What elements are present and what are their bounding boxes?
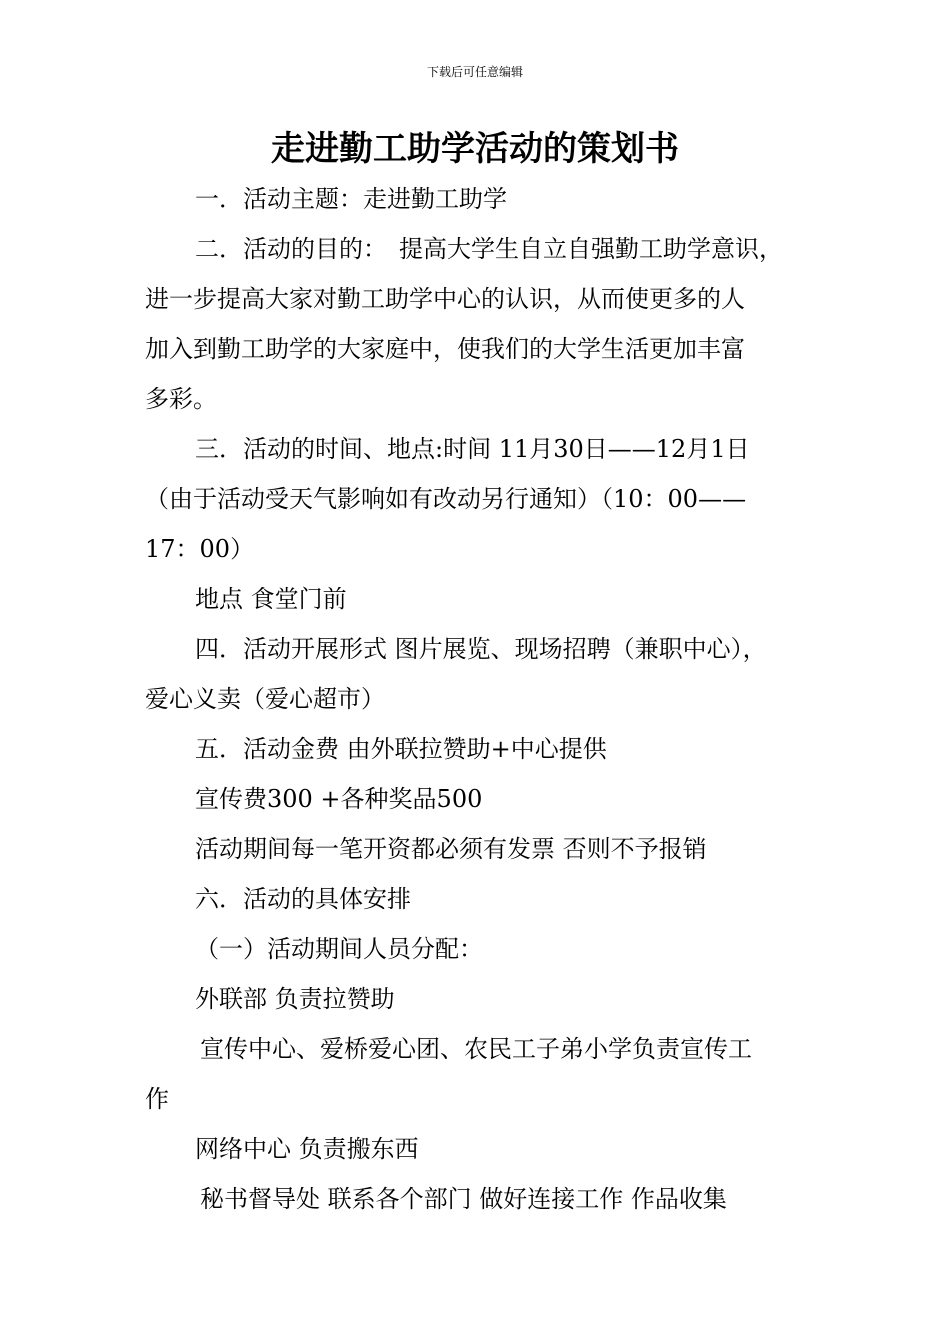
section-2-purpose-line-4: 多彩。 [145,385,217,413]
section-4-format-line-1: 四．活动开展形式 图片展览、现场招聘（兼职中心）， [195,635,767,663]
section-3-time-line-1: 三．活动的时间、地点:时间 11月30日——12月1日 [195,435,750,463]
staffing-external-dept: 外联部 负责拉赞助 [195,985,395,1013]
section-5-funding: 五．活动金费 由外联拉赞助+中心提供 [195,735,607,763]
section-5-budget: 宣传费300 +各种奖品500 [195,785,483,813]
staffing-publicity-line-2: 作 [145,1085,169,1113]
staffing-secretariat: 秘书督导处 联系各个部门 做好连接工作 作品收集 [200,1185,727,1213]
section-4-format-line-2: 爱心义卖（爱心超市） [145,685,385,713]
section-3-time-line-2: （由于活动受天气影响如有改动另行通知）（10：00—— [145,485,747,513]
section-6-staffing-heading: （一）活动期间人员分配： [195,935,483,963]
section-2-purpose-line-3: 加入到勤工助学的大家庭中，使我们的大学生活更加丰富 [145,335,745,363]
section-3-time-line-3: 17：00） [145,535,255,563]
header-note: 下载后可任意编辑 [426,65,523,79]
section-5-invoice-rule: 活动期间每一笔开资都必须有发票 否则不予报销 [195,835,707,863]
section-6-arrangement: 六．活动的具体安排 [195,885,411,913]
section-3-location: 地点 食堂门前 [195,585,347,613]
section-1-theme: 一．活动主题：走进勤工助学 [195,185,507,213]
document-title: 走进勤工助学活动的策划书 [271,129,679,169]
staffing-publicity-line-1: 宣传中心、爱桥爱心团、农民工子弟小学负责宣传工 [200,1035,752,1063]
document-body [145,174,825,1224]
staffing-network-center: 网络中心 负责搬东西 [195,1135,419,1163]
section-2-purpose-line-2: 进一步提高大家对勤工助学中心的认识，从而使更多的人 [145,285,745,313]
section-2-purpose-line-1: 二．活动的目的： 提高大学生自立自强勤工助学意识， [195,235,783,263]
